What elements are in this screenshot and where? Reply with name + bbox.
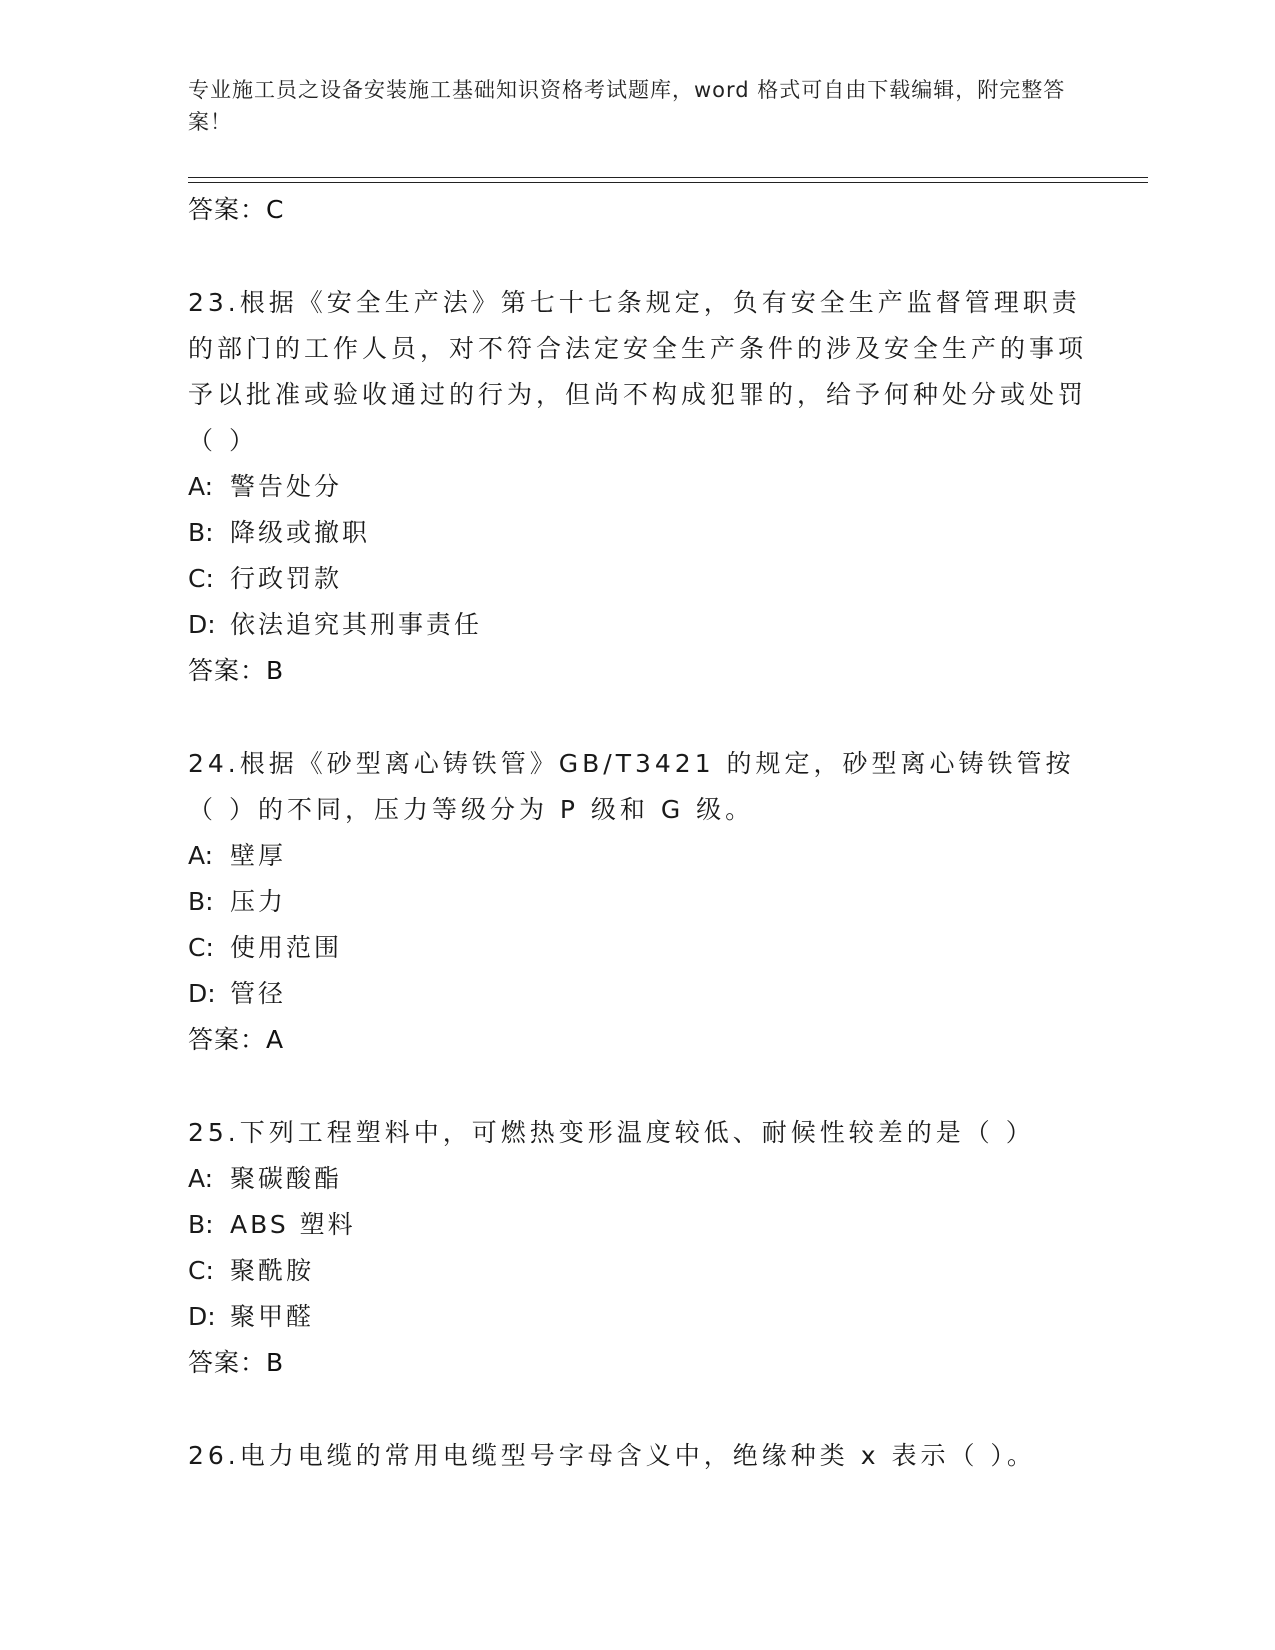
question-26 bbox=[188, 1433, 1088, 1479]
option-letter: B: bbox=[188, 518, 214, 547]
option-c bbox=[188, 925, 1088, 971]
option-b bbox=[188, 1202, 1088, 1248]
question-23 bbox=[188, 280, 1088, 694]
option-a bbox=[188, 464, 1088, 510]
option-text: 使用范围 bbox=[230, 933, 343, 962]
option-b bbox=[188, 879, 1088, 925]
option-letter: A: bbox=[188, 841, 214, 870]
option-text: 压力 bbox=[230, 887, 287, 916]
option-d bbox=[188, 971, 1088, 1017]
option-text: 聚甲醛 bbox=[230, 1302, 315, 1331]
option-c bbox=[188, 556, 1088, 602]
option-letter: C: bbox=[188, 564, 214, 593]
question-stem: 26.电力电缆的常用电缆型号字母含义中，绝缘种类 x 表示（ ）。 bbox=[188, 1441, 1036, 1470]
answer-line: 答案：B bbox=[188, 1348, 285, 1377]
option-a bbox=[188, 833, 1088, 879]
option-a bbox=[188, 1156, 1088, 1202]
option-letter: B: bbox=[188, 887, 214, 916]
option-text: 依法追究其刑事责任 bbox=[230, 610, 483, 639]
answer-line: 答案：B bbox=[188, 656, 285, 685]
header-rule-bottom bbox=[188, 182, 1148, 183]
option-d bbox=[188, 602, 1088, 648]
question-stem: 24.根据《砂型离心铸铁管》GB/T3421 的规定，砂型离心铸铁管按（ ）的不同，压力等级分为 P 级和 G 级。 bbox=[188, 749, 1075, 824]
option-letter: D: bbox=[188, 979, 216, 1008]
question-stem: 25.下列工程塑料中，可燃热变形温度较低、耐候性较差的是（ ） bbox=[188, 1118, 1035, 1147]
option-letter: D: bbox=[188, 1302, 216, 1331]
option-letter: A: bbox=[188, 1164, 214, 1193]
option-letter: A: bbox=[188, 472, 214, 501]
option-letter: C: bbox=[188, 933, 214, 962]
question-stem: 23.根据《安全生产法》第七十七条规定，负有安全生产监督管理职责的部门的工作人员，对不符合法定安全生产条件的涉及安全生产的事项予以批准或验收通过的行为，但尚不构成犯罪的，给予何种处分或处罚（ ） bbox=[188, 288, 1088, 455]
option-b bbox=[188, 510, 1088, 556]
answer-line: 答案：A bbox=[188, 1025, 285, 1054]
option-letter: D: bbox=[188, 610, 216, 639]
option-c bbox=[188, 1248, 1088, 1294]
option-letter: C: bbox=[188, 1256, 214, 1285]
option-text: ABS 塑料 bbox=[230, 1210, 356, 1239]
option-text: 行政罚款 bbox=[230, 564, 343, 593]
option-letter: B: bbox=[188, 1210, 214, 1239]
question-list bbox=[188, 187, 1088, 1526]
option-text: 警告处分 bbox=[230, 472, 343, 501]
question-24 bbox=[188, 741, 1088, 1063]
answer-line: 答案：C bbox=[188, 195, 285, 224]
document-header: 专业施工员之设备安装施工基础知识资格考试题库，word 格式可自由下载编辑，附完整答案！ bbox=[188, 78, 1066, 134]
option-text: 聚碳酸酯 bbox=[230, 1164, 343, 1193]
option-text: 管径 bbox=[230, 979, 287, 1008]
option-text: 降级或撤职 bbox=[230, 518, 371, 547]
question-25 bbox=[188, 1110, 1088, 1386]
option-text: 壁厚 bbox=[230, 841, 287, 870]
option-d bbox=[188, 1294, 1088, 1340]
header-rule-top bbox=[188, 177, 1148, 178]
option-text: 聚酰胺 bbox=[230, 1256, 315, 1285]
